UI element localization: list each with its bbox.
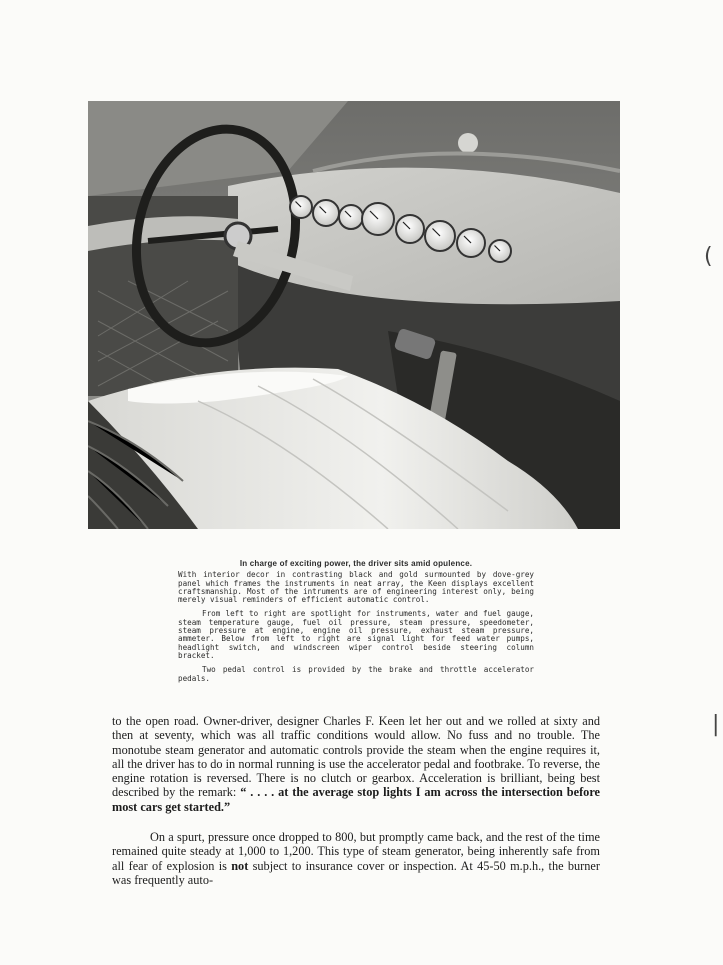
article-text: to the open road. Owner-driver, designer Charles F. Keen let her out and we rolled at sixty and then at seventy, which was all traffic conditions would allow. No fuss and no trouble. The monotube steam generator and automatic controls provide the steam when the engine requires it, all the driver has to do in normal running is use the accelerator pedal and footbrake. To reverse, the engine rotation is reversed. There is no clutch or gearbox. Acceleration is brilliant, being best described by the remark: bbox=[112, 714, 600, 800]
caption-title: In charge of exciting power, the driver sits amid opulence. bbox=[239, 559, 473, 568]
photo-caption bbox=[178, 560, 534, 683]
article-body bbox=[112, 714, 600, 887]
dashboard-photo-drawing bbox=[88, 101, 620, 529]
article-paragraph bbox=[112, 830, 600, 887]
caption-paragraph: Two pedal control is provided by the brake and throttle accelerator pedals. bbox=[178, 665, 534, 683]
binding-mark: ( bbox=[704, 244, 713, 269]
binding-mark: | bbox=[712, 712, 720, 737]
article-quote: “ . . . . at the average stop lights I am across the intersection before most cars get started.” bbox=[112, 785, 601, 814]
caption-paragraph: With interior decor in contrasting black and gold surmounted by dove-grey panel which frames the instruments in neat array, the Keen displays excellent craftsmanship. Most of the intruments are of engineering interest only, being merely visual reminders of efficient automatic control. bbox=[178, 570, 534, 605]
dashboard-photo bbox=[88, 101, 620, 529]
article-text: On a spurt, pressure once dropped to 800, but promptly came back, and the rest of the time remained quite steady at 1,000 to 1,200. This type of steam generator, being inherently safe from all fear of explosion is bbox=[112, 830, 600, 873]
caption-paragraph: From left to right are spotlight for instruments, water and fuel gauge, steam temperature gauge, fuel oil pressure, steam pressure, speedometer, steam pressure at engine, engine oil pressure, exhaust steam pressure, ammeter. Below from left to right are signal light for feed water pumps, headlight switch, and windscreen wiper control beside steering column bracket. bbox=[178, 609, 534, 660]
article-paragraph bbox=[112, 714, 600, 814]
article-text: subject to insurance cover or inspection. At 45-50 m.p.h., the burner was frequently auto- bbox=[112, 858, 600, 887]
article-emphasis: not bbox=[231, 858, 249, 873]
